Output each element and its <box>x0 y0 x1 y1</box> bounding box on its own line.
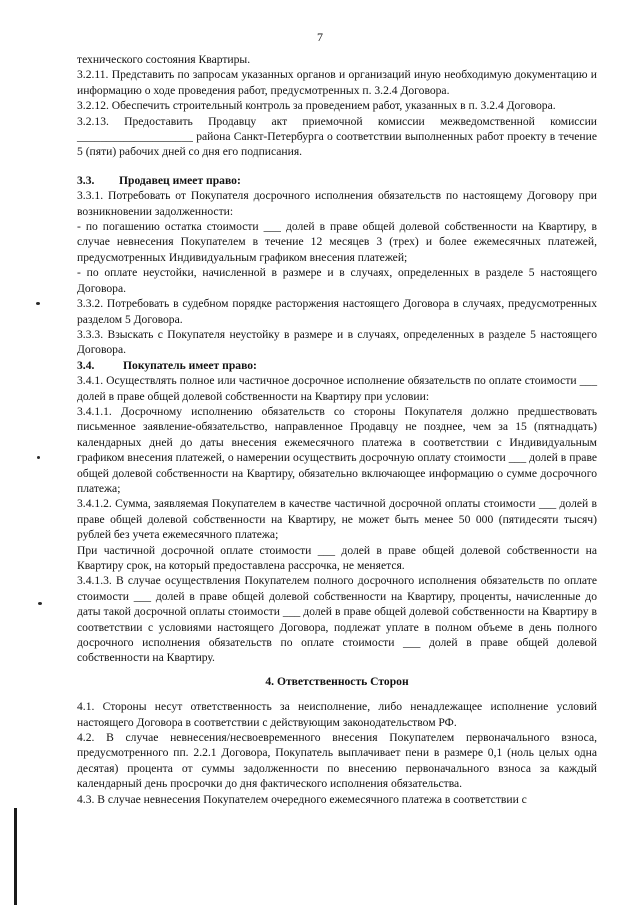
clause-3-4-1-3: 3.4.1.3. В случае осуществления Покупателем полного досрочного исполнения обязательств по оплате стоимости ___ долей в праве общей долевой собственности на Квартиру, проценты, начисленные до даты такой досрочной оплаты стоимости ___ долей в праве общей долевой собственности на Квартиру в соответствии с условиями настоящего Договора, подлежат уплате в полном объеме в день полного досрочного исполнения обязательств по оплате стоимости ___ долей в праве общей долевой собственности на Квартиру. <box>77 574 597 665</box>
scan-speck <box>37 456 40 459</box>
scan-speck <box>38 602 42 605</box>
clause-3-4-1: 3.4.1. Осуществлять полное или частичное досрочное исполнение обязательств по оплате стоимости ___ долей в праве общей долевой собственности на Квартиру при условии: <box>77 374 597 403</box>
clause-3-4-1-2-note: При частичной досрочной оплате стоимости ___ долей в праве общей долевой собственности на Квартиру срок, на который предоставлена рассрочка, не меняется. <box>77 543 597 572</box>
clause-4-1: 4.1. Стороны несут ответственность за неисполнение, либо ненадлежащее исполнение условий настоящего Договора в соответствии с действующим законодательством РФ. <box>77 700 597 729</box>
section-4-title: 4. Ответственность Сторон <box>265 674 409 688</box>
clause-3-3-1-item-a: - по погашению остатка стоимости ___ долей в праве общей долевой собственности на Квартиру, в случае невнесения Покупателем в течение 12 месяцев 3 (трех) и более ежемесячных платежей, предусмотренных Индивидуальным графиком внесения платежей; <box>77 220 597 264</box>
clause-3-3-2: 3.3.2. Потребовать в судебном порядке расторжения настоящего Договора в случаях, предусмотренных разделом 5 Договора. <box>77 297 597 326</box>
section-number: 3.3. <box>77 173 95 187</box>
clause-3-2-13: 3.2.13. Предоставить Продавцу акт приемочной комиссии межведомственной комиссии ____________________ района Санкт-Петербурга о соответствии выполненных работ проекту в течение 5 (пяти) рабочих дней со дня его подписания. <box>77 114 597 159</box>
clause-3-3-1-item-b: - по оплате неустойки, начисленной в размере и в случаях, определенных в разделе 5 настоящего Договора. <box>77 266 597 295</box>
scan-edge-line <box>14 808 17 905</box>
scan-speck <box>36 302 40 305</box>
section-heading-text: Продавец имеет право: <box>119 173 241 187</box>
document-body <box>77 52 597 807</box>
paragraph-continuation: технического состояния Квартиры. <box>77 53 251 66</box>
clause-3-3-1: 3.3.1. Потребовать от Покупателя досрочного исполнения обязательств по настоящему Договору при возникновении задолженности: <box>77 189 597 218</box>
clause-4-2: 4.2. В случае невнесения/несвоевременного внесения Покупателем первоначального взноса, предусмотренного пп. 2.2.1 Договора, Покупатель выплачивает пени в размере 0,1 (ноль целых одна десятая) процента от суммы задолженности по внесению первоначального взноса за каждый календарный день просрочки до дня фактического исполнения обязательства. <box>77 731 597 791</box>
page-number: 7 <box>317 30 323 44</box>
clause-3-2-11: 3.2.11. Представить по запросам указанных органов и организаций иную необходимую документацию и информацию о ходе проведения работ, предусмотренных п. 3.2.4 Договора. <box>77 68 597 97</box>
section-heading-3-3 <box>77 173 597 188</box>
clause-4-3: 4.3. В случае невнесения Покупателем очередного ежемесячного платежа в соответствии с <box>77 792 527 806</box>
clause-3-3-3: 3.3.3. Взыскать с Покупателя неустойку в размере и в случаях, определенных в разделе 5 настоящего Договора. <box>77 327 597 357</box>
section-number: 3.4. <box>77 358 95 372</box>
clause-3-4-1-1: 3.4.1.1. Досрочному исполнению обязательств со стороны Покупателя должно предшествовать письменное заявление-обязательство, направленное Продавцу не позднее, чем за 15 (пятнадцать) календарных дней до даты внесения ежемесячного платежа в соответствии с Индивидуальным графиком внесения платежей, о намерении осуществить досрочную оплату стоимости ___ долей в праве общей долевой собственности на Квартиру, обязательно включающее информацию о сумме досрочного платежа; <box>77 404 597 495</box>
clause-3-4-1-2: 3.4.1.2. Сумма, заявляемая Покупателем в качестве частичной досрочной оплаты стоимости ___ долей в праве общей долевой собственности на Квартиру, не может быть менее 50 000 (пятидесяти тысяч) рублей без учета ежемесячного платежа; <box>77 497 597 542</box>
section-heading-text: Покупатель имеет право: <box>123 358 257 372</box>
section-heading-3-4 <box>77 358 597 373</box>
clause-3-2-12: 3.2.12. Обеспечить строительный контроль за проведением работ, указанных в п. 3.2.4 Договора. <box>77 99 556 113</box>
